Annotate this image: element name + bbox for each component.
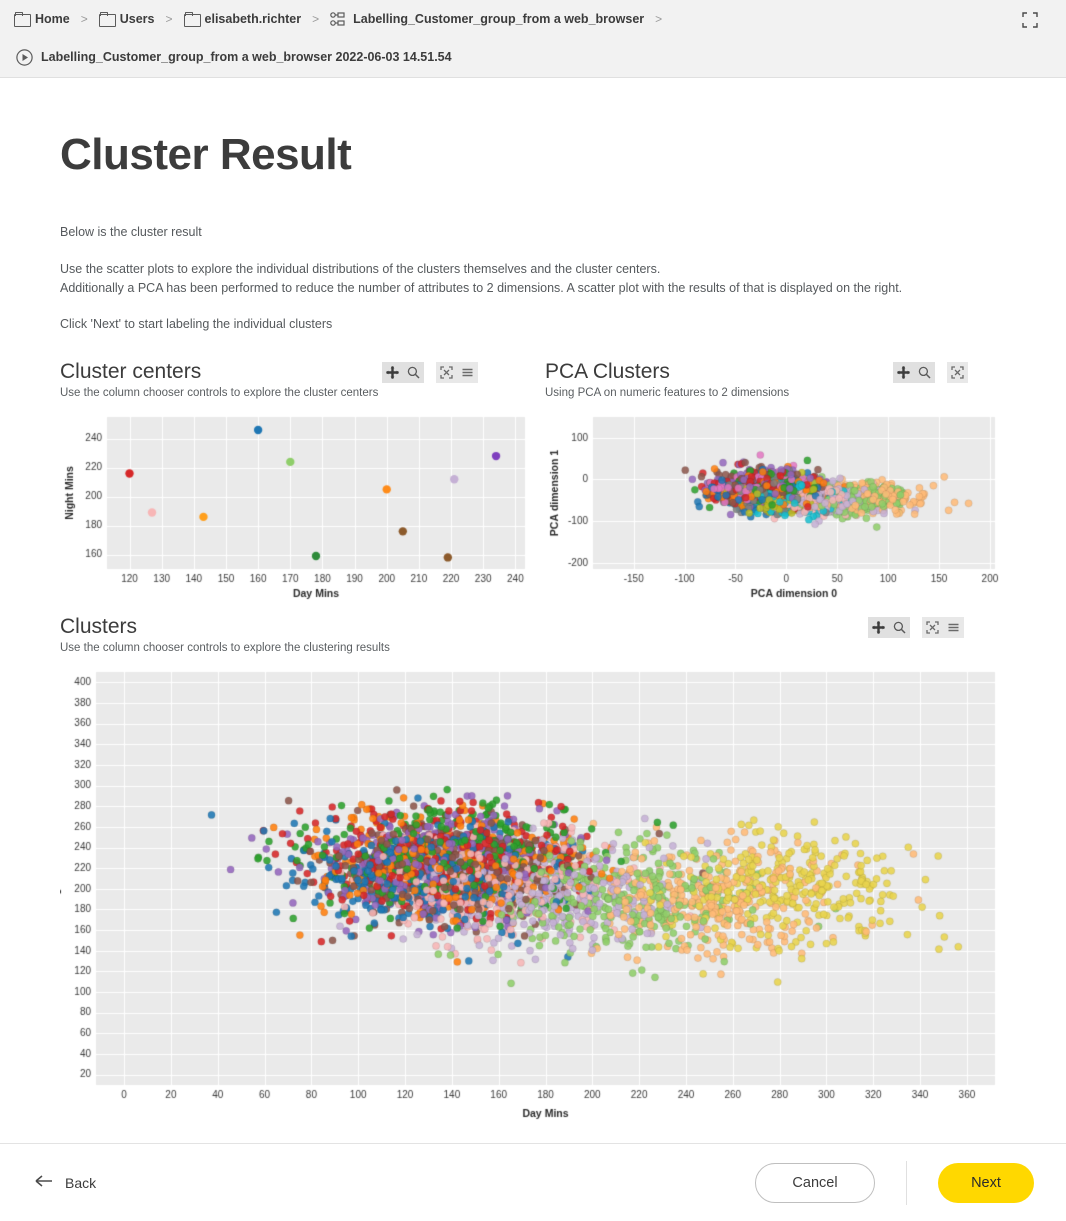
breadcrumb-label: Users [119,12,155,26]
arrow-left-icon [34,1174,54,1191]
back-label: Back [65,1174,97,1191]
description-paragraph-2a: Use the scatter plots to explore the individual distributions of the clusters themselves and the cluster centers. [60,262,661,276]
folder-icon [184,13,199,25]
panel-pca-clusters [545,360,1000,611]
panel-toolbar-pca-clusters [893,362,968,383]
workflow-run-header [0,38,1066,76]
breadcrumb-item-home[interactable] [14,12,70,26]
plot-clusters[interactable] [60,666,1000,1131]
breadcrumb-item-users[interactable] [99,12,155,26]
page-title: Cluster Result [60,130,352,179]
top-bar [0,0,1066,78]
panel-subtitle-cluster-centers: Use the column chooser controls to explore the cluster centers [60,387,379,399]
zoom-icon[interactable] [403,362,424,383]
panel-subtitle-clusters: Use the column chooser controls to explore the clustering results [60,642,390,654]
workflow-run-title: Labelling_Customer_group_from a web_browser 2022-06-03 14.51.54 [41,50,452,64]
menu-icon[interactable] [943,617,964,638]
move-icon[interactable] [868,617,889,638]
footer-divider [906,1161,907,1205]
description-paragraph-1: Below is the cluster result [60,225,202,239]
plot-cluster-centers[interactable] [60,411,530,611]
folder-icon [99,13,114,25]
panel-title-pca-clusters: PCA Clusters [545,360,670,383]
fullscreen-icon[interactable] [436,362,457,383]
next-button[interactable]: Next [938,1163,1034,1203]
breadcrumb-separator: > [165,12,173,26]
panel-clusters [60,615,1000,1131]
panel-toolbar-clusters [868,617,964,638]
footer-actions [755,1161,1034,1205]
panel-title-cluster-centers: Cluster centers [60,360,202,383]
main-content [0,78,1066,1143]
play-icon [16,49,33,66]
zoom-icon[interactable] [889,617,910,638]
fullscreen-icon[interactable] [922,617,943,638]
expand-icon[interactable] [1020,10,1040,30]
breadcrumb [0,0,1066,38]
description-paragraph-3: Click 'Next' to start labeling the individual clusters [60,317,333,331]
breadcrumb-label: elisabeth.richter [204,12,302,26]
panel-title-clusters: Clusters [60,615,138,638]
breadcrumb-separator: > [80,12,88,26]
workflow-icon [330,12,347,26]
breadcrumb-item-workflow[interactable] [330,12,644,26]
breadcrumb-separator: > [655,12,663,26]
plot-pca-clusters[interactable] [545,411,1000,611]
panel-cluster-centers [60,360,530,611]
breadcrumb-separator: > [312,12,320,26]
fullscreen-icon[interactable] [947,362,968,383]
cancel-button[interactable]: Cancel [755,1163,875,1203]
move-icon[interactable] [893,362,914,383]
panel-subtitle-pca-clusters: Using PCA on numeric features to 2 dimensions [545,387,790,399]
panel-toolbar-cluster-centers [382,362,478,383]
menu-icon[interactable] [457,362,478,383]
breadcrumb-item-user-folder[interactable] [184,12,302,26]
folder-icon [14,13,29,25]
back-button[interactable] [34,1174,96,1191]
description-paragraph-2b: Additionally a PCA has been performed to reduce the number of attributes to 2 dimensions. A scatter plot with the results of that is displayed on the right. [60,281,903,295]
breadcrumb-label: Home [35,12,70,26]
zoom-icon[interactable] [914,362,935,383]
move-icon[interactable] [382,362,403,383]
breadcrumb-label: Labelling_Customer_group_from a web_browser [353,12,645,26]
footer-bar [0,1143,1066,1221]
